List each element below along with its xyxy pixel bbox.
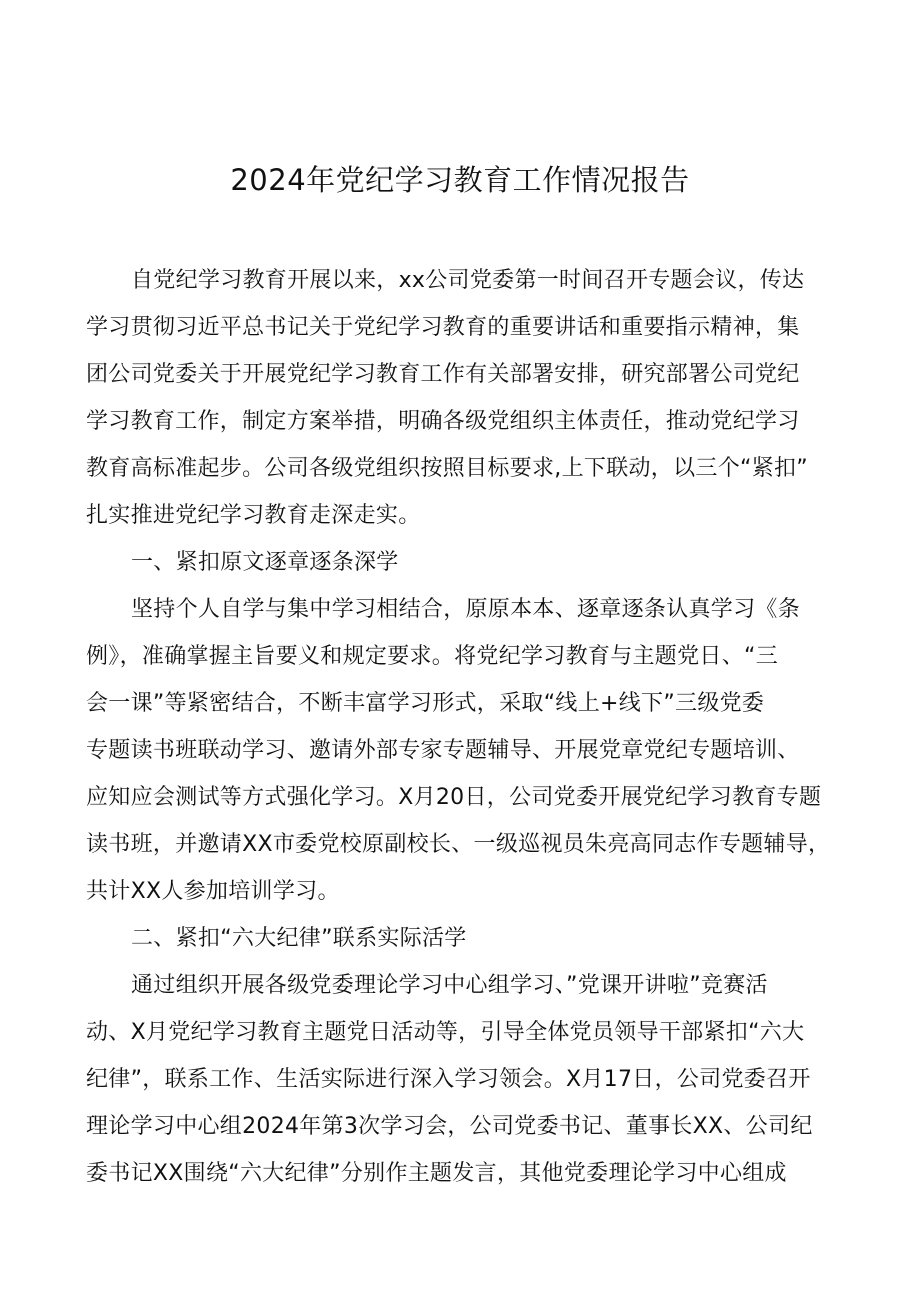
text-line: 通过组织开展各级党委理论学习中心组学习、”党课开讲啦”竞赛活: [131, 973, 768, 998]
text-line: 团公司党委关于开展党纪学习教育工作有关部署安排，研究部署公司党纪: [86, 362, 800, 387]
paragraph-section-2: [86, 962, 840, 1197]
heading-line: 一、紧扣原文逐章逐条深学: [131, 550, 399, 575]
text-line: 应知应会测试等方式强化学习。X月20日，公司党委开展党纪学习教育专题: [86, 785, 822, 810]
text-line: 自党纪学习教育开展以来，xx公司党委第一时间召开专题会议，传达: [131, 268, 805, 293]
text-line: 学习教育工作，制定方案举措，明确各级党组织主体责任，推动党纪学习: [86, 409, 800, 434]
text-line: 读书班，并邀请XX市委党校原副校长、一级巡视员朱亮高同志作专题辅导，: [86, 832, 831, 857]
text-line: 扎实推进党纪学习教育走深走实。: [86, 503, 421, 528]
section-heading-1: [86, 539, 840, 586]
text-line: 委书记XX围绕“六大纪律”分别作主题发言，其他党委理论学习中心组成: [86, 1161, 787, 1186]
text-line: 理论学习中心组2024年第3次学习会，公司党委书记、董事长XX、公司纪: [86, 1114, 813, 1139]
paragraph-intro: [86, 257, 840, 539]
text-line: 动、X月党纪学习教育主题党日活动等，引导全体党员领导干部紧扣“六大: [86, 1020, 805, 1045]
text-line: 教育高标准起步。公司各级党组织按照目标要求,上下联动，以三个“紧扣”: [86, 456, 808, 481]
paragraph-section-1: [86, 586, 840, 915]
text-line: 共计XX人参加培训学习。: [86, 879, 340, 904]
section-heading-2: [86, 915, 840, 962]
text-line: 坚持个人自学与集中学习相结合，原原本本、逐章逐条认真学习《条: [131, 597, 801, 622]
document-body: [86, 257, 840, 1197]
text-line: 学习贯彻习近平总书记关于党纪学习教育的重要讲话和重要指示精神，集: [86, 315, 800, 340]
heading-line: 二、紧扣“六大纪律”联系实际活学: [131, 926, 467, 951]
text-line: 纪律”，联系工作、生活实际进行深入学习领会。X月17日，公司党委召开: [86, 1067, 811, 1092]
text-line: 会一课”等紧密结合，不断丰富学习形式，采取“线上+线下”三级党委: [86, 691, 765, 716]
text-line: 例》，准确掌握主旨要义和规定要求。将党纪学习教育与主题党日、“三: [86, 644, 778, 669]
text-line: 专题读书班联动学习、邀请外部专家专题辅导、开展党章党纪专题培训、: [86, 738, 800, 763]
document-title: 2024年党纪学习教育工作情况报告: [230, 163, 690, 197]
